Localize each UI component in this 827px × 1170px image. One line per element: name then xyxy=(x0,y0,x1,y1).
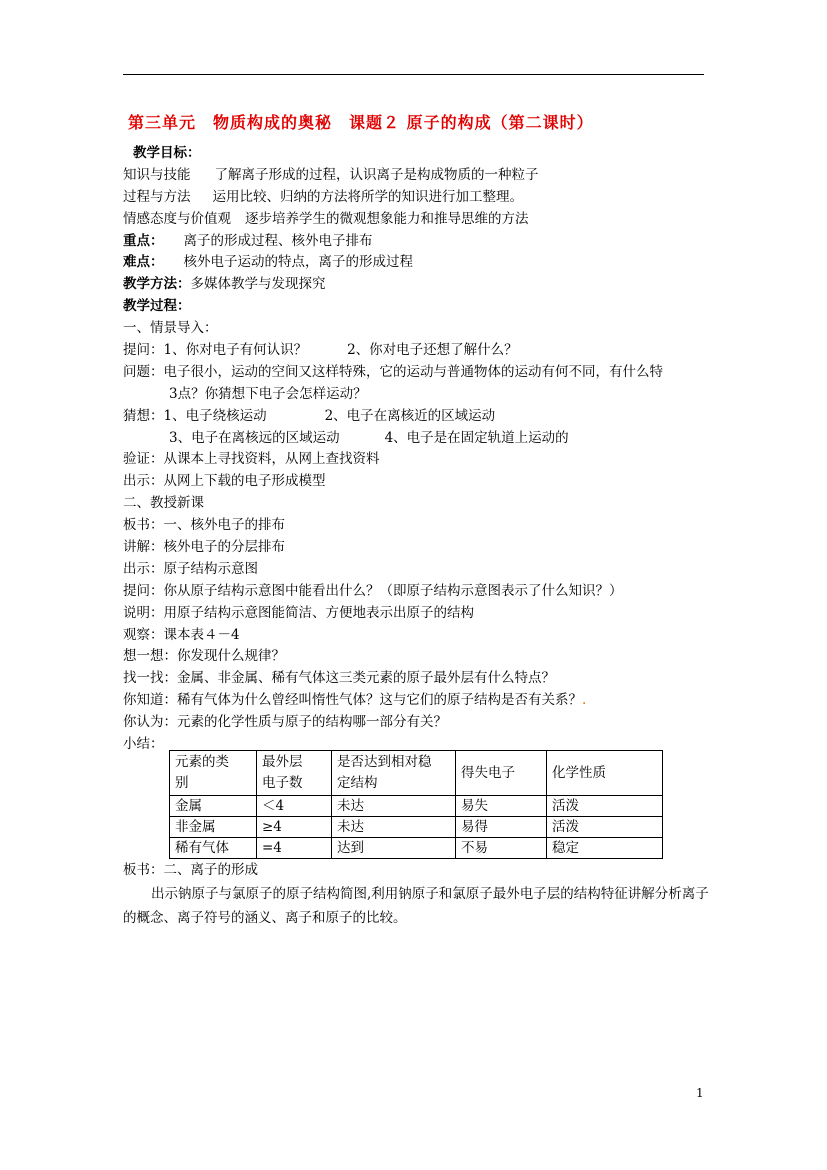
section-new-lesson: 二、教授新课 xyxy=(123,495,204,512)
goal-emotion-text: 逐步培养学生的微观想象能力和推导思维的方法 xyxy=(245,210,529,227)
ask-line xyxy=(123,340,713,362)
goal-process xyxy=(123,187,713,209)
know-text: 你知道：稀有气体为什么曾经叫惰性气体？这与它们的原子结构是否有关系？ xyxy=(123,692,582,709)
table-cell: 易得 xyxy=(456,817,547,838)
header-rule xyxy=(123,74,704,75)
goal-emotion xyxy=(123,209,713,231)
know-mark: . xyxy=(582,692,587,709)
table-header-cell: 得失电子 xyxy=(456,751,547,796)
table-header-cell: 是否达到相对稳 定结构 xyxy=(332,751,456,796)
show-model-line: 出示：从网上下载的电子形成模型 xyxy=(123,473,326,490)
guess-1: 1、电子绕核运动 xyxy=(163,407,267,424)
page-number: 1 xyxy=(696,1086,704,1100)
guess-line-1 xyxy=(123,406,713,428)
think-line: 想一想：你发现什么规律？ xyxy=(123,648,285,665)
table-cell: 达到 xyxy=(332,838,456,859)
process-heading: 教学过程： xyxy=(123,298,191,315)
summary-table xyxy=(169,750,663,859)
ask-q1: 1、你对电子有何认识？ xyxy=(163,342,308,359)
table-cell: 稳定 xyxy=(547,838,663,859)
final-paragraph: 出示钠原子与氯原子的原子结构简图,利用钠原子和氯原子最外电子层的结构特征讲解分析离子的概念、离子符号的涵义、离子和原子的比较。 xyxy=(123,885,709,926)
document-ending xyxy=(123,860,713,930)
teaching-method xyxy=(123,274,713,296)
question-line xyxy=(123,362,713,384)
know-line xyxy=(123,690,713,712)
difficult-point-text: 核外电子运动的特点，离子的形成过程 xyxy=(183,254,413,271)
observe-line: 观察：课本表４－4 xyxy=(123,626,240,643)
opinion-line: 你认为：元素的化学性质与原子的结构哪一部分有关？ xyxy=(123,714,447,731)
ask-diagram-line: 提问：你从原子结构示意图中能看出什么？（即原子结构示意图表示了什么知识？） xyxy=(123,582,623,599)
table-cell: 未达 xyxy=(332,817,456,838)
board-line-1: 板书：一、核外电子的排布 xyxy=(123,517,285,534)
difficult-point xyxy=(123,252,713,274)
question-text-1: 电子很小，运动的空间又这样特殊，它的运动与普通物体的运动有何不同，有什么特 xyxy=(163,363,663,380)
goal-knowledge-label: 知识与技能 xyxy=(123,166,191,183)
table-cell: 金属 xyxy=(170,796,257,817)
table-cell: ＜4 xyxy=(257,796,332,817)
table-cell: 非金属 xyxy=(170,817,257,838)
document-body xyxy=(123,143,713,756)
teaching-method-text: 多媒体教学与发现探究 xyxy=(190,276,326,293)
table-cell: ≥4 xyxy=(257,817,332,838)
guess-label: 猜想： xyxy=(123,407,164,424)
table-header-cell: 最外层 电子数 xyxy=(257,751,332,796)
teaching-method-label: 教学方法： xyxy=(123,276,191,293)
guess-2: 2、电子在离核近的区域运动 xyxy=(324,407,496,424)
table-row xyxy=(170,796,663,817)
key-point-label: 重点： xyxy=(123,232,164,249)
table-row xyxy=(170,838,663,859)
question-label: 问题： xyxy=(123,363,164,380)
key-point-text: 离子的形成过程、核外电子排布 xyxy=(183,232,373,249)
board-line-2: 板书：二、离子的形成 xyxy=(123,862,258,878)
goal-emotion-label: 情感态度与价值观 xyxy=(123,210,231,227)
goal-process-label: 过程与方法 xyxy=(123,188,191,205)
summary-label: 小结： xyxy=(123,736,164,753)
guess-line-2 xyxy=(123,428,713,450)
question-text-2: 3点？你猜想下电子会怎样运动？ xyxy=(169,385,367,402)
ask-label: 提问： xyxy=(123,342,164,359)
table-row xyxy=(170,817,663,838)
goals-heading: 教学目标： xyxy=(133,145,201,161)
verify-line: 验证：从课本上寻找资料，从网上查找资料 xyxy=(123,451,380,468)
goal-process-text: 运用比较、归纳的方法将所学的知识进行加工整理。 xyxy=(212,188,523,205)
table-header-cell: 化学性质 xyxy=(547,751,663,796)
guess-3: 3、电子在离核远的区域运动 xyxy=(169,429,340,446)
table-cell: 活泼 xyxy=(547,817,663,838)
ask-q2: 2、你对电子还想了解什么？ xyxy=(347,342,518,359)
table-cell: 活泼 xyxy=(547,796,663,817)
note-line: 说明：用原子结构示意图能简洁、方便地表示出原子的结构 xyxy=(123,604,474,621)
goal-knowledge xyxy=(123,165,713,187)
explain-line: 讲解：核外电子的分层排布 xyxy=(123,539,285,556)
table-cell: =4 xyxy=(257,838,332,859)
table-cell: 易失 xyxy=(456,796,547,817)
table-cell: 不易 xyxy=(456,838,547,859)
guess-4: 4、电子是在固定轨道上运动的 xyxy=(384,429,569,446)
table-cell: 未达 xyxy=(332,796,456,817)
table-cell: 稀有气体 xyxy=(170,838,257,859)
table-header-cell: 元素的类 别 xyxy=(170,751,257,796)
difficult-point-label: 难点： xyxy=(123,254,164,271)
show-diagram-line: 出示：原子结构示意图 xyxy=(123,560,258,577)
key-point xyxy=(123,231,713,253)
table-header-row xyxy=(170,751,663,796)
page-title: 第三单元 物质构成的奥秘 课题２ 原子的构成（第二课时） xyxy=(128,113,594,132)
section-intro: 一、情景导入： xyxy=(123,320,218,337)
find-line: 找一找：金属、非金属、稀有气体这三类元素的原子最外层有什么特点？ xyxy=(123,670,555,687)
goal-knowledge-text: 了解离子形成的过程，认识离子是构成物质的一种粒子 xyxy=(214,166,539,183)
